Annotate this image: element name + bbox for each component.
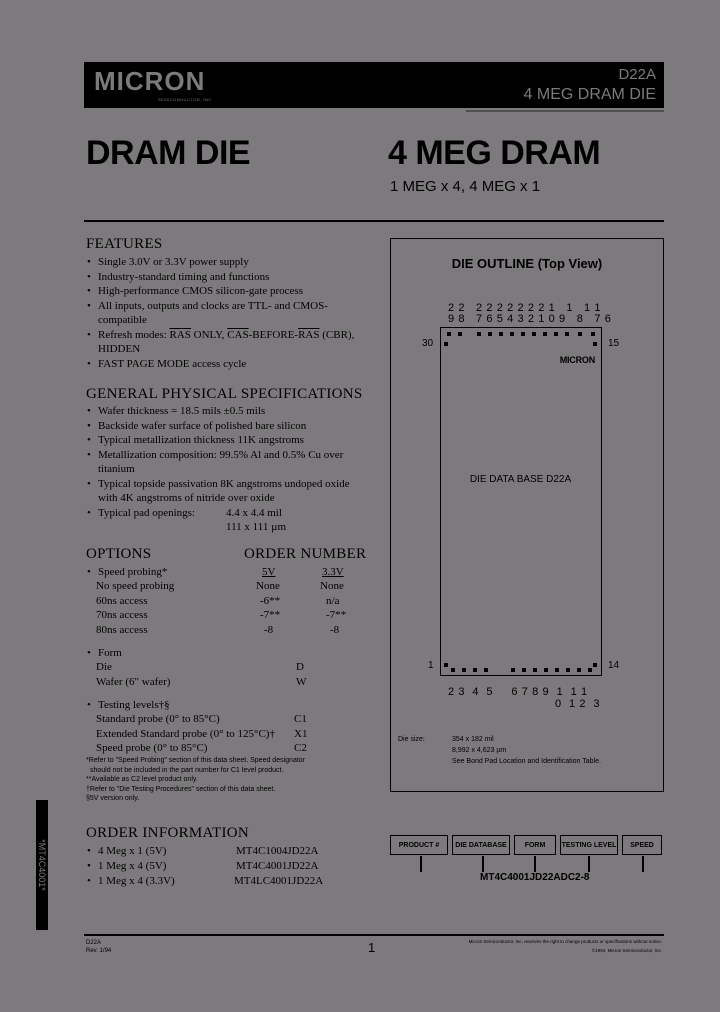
testing-label xyxy=(86,698,170,713)
bond-pad xyxy=(444,342,448,346)
pin-1-label: 1 xyxy=(428,660,434,671)
bond-pad xyxy=(593,342,597,346)
form-row-label: Die xyxy=(96,661,112,673)
form-label-text: Form xyxy=(98,647,122,659)
speed-label xyxy=(86,565,167,580)
pin-15-label: 15 xyxy=(608,338,620,349)
note-line: §5V version only. xyxy=(86,795,140,802)
specs-list xyxy=(86,404,362,533)
top-pad-numbers-2: 9 8 7 6 5 4 3 2 1 0 9 8 7 6 xyxy=(448,313,612,325)
spec-item: • Backside wafer surface of polished bare silicon xyxy=(86,419,362,434)
speed-row-33v: -7** xyxy=(326,609,347,621)
page-title-right: 4 MEG DRAM xyxy=(388,134,601,172)
refresh-ras: $\overline{RAS}$ xyxy=(298,328,320,341)
die-outline-heading: DIE OUTLINE (Top View) xyxy=(451,256,603,271)
die-size-um: 8,992 x 4,623 µm xyxy=(452,747,507,754)
part-box-product: PRODUCT # xyxy=(390,835,448,855)
form-row-code: W xyxy=(296,676,307,688)
feature-item: • All inputs, outputs and clocks are TTL- and CMOS-compatible xyxy=(86,299,356,328)
speed-row-label: 80ns access xyxy=(96,624,148,636)
spec-item: • Typical metallization thickness 11K angstroms xyxy=(86,433,362,448)
bond-pad xyxy=(447,332,451,336)
speed-row-5v: None xyxy=(256,580,280,592)
pad-label: Typical pad openings: xyxy=(98,506,195,519)
feature-item: • FAST PAGE MODE access cycle xyxy=(86,357,366,372)
order-row xyxy=(86,859,166,874)
specs-heading: GENERAL PHYSICAL SPECIFICATIONS xyxy=(86,386,363,402)
refresh-prefix: Refresh modes: xyxy=(98,328,170,341)
order-info-heading: ORDER INFORMATION xyxy=(86,825,250,841)
pad-mil: 4.4 x 4.4 mil xyxy=(226,506,282,519)
part-box-speed: SPEED xyxy=(622,835,662,855)
order-row-label: 4 Meg x 1 (5V) xyxy=(98,845,167,857)
bond-pad xyxy=(578,332,582,336)
refresh-cas: $\overline{CAS}$ xyxy=(227,328,249,341)
testing-row-label: Extended Standard probe (0° to 125°C)† xyxy=(96,728,275,740)
bond-pad xyxy=(499,332,503,336)
bond-pad xyxy=(533,668,537,672)
logo-tagline: SEMICONDUCTOR, INC. xyxy=(158,97,214,102)
title-rule xyxy=(84,220,664,222)
feature-item-refresh xyxy=(86,328,366,357)
bullet: • xyxy=(87,566,91,578)
speed-options xyxy=(86,565,366,645)
bullet: • xyxy=(87,647,91,659)
order-number-heading: ORDER NUMBER xyxy=(244,546,367,562)
order-info-list xyxy=(86,844,366,890)
bond-pad xyxy=(510,332,514,336)
page-number: 1 xyxy=(368,940,376,955)
part-box-form: FORM xyxy=(514,835,556,855)
form-row-code: D xyxy=(296,661,304,673)
speed-row-label: 60ns access xyxy=(96,595,148,607)
feature-item: • Industry-standard timing and functions xyxy=(86,270,366,285)
bond-pad xyxy=(565,332,569,336)
bond-pad xyxy=(554,332,558,336)
speed-row-33v: n/a xyxy=(326,595,340,607)
speed-row-5v: -7** xyxy=(260,609,281,621)
bond-pad xyxy=(451,668,455,672)
note-line: *Refer to "Speed Probing" section of this data sheet. Speed designator xyxy=(86,757,305,764)
page-title-left: DRAM DIE xyxy=(86,134,251,172)
bond-pad xyxy=(577,668,581,672)
note-line: †Refer to "Die Testing Procedures" section of this data sheet. xyxy=(86,785,276,793)
bottom-pad-numbers-2: 0 1 2 3 xyxy=(555,698,601,710)
connector-line xyxy=(482,856,484,872)
note-line: should not be included in the part number for C1 level product. xyxy=(90,766,284,774)
speed-row-label: No speed probing xyxy=(96,580,175,592)
bond-pad xyxy=(462,668,466,672)
connector-line xyxy=(534,856,536,872)
bond-pad xyxy=(532,332,536,336)
bullet: • xyxy=(87,875,91,887)
spec-item: • Metallization composition: 99.5% Al and 0.5% Cu over titanium xyxy=(86,448,362,477)
pin-30-label: 30 xyxy=(422,338,434,349)
options-heading: OPTIONS xyxy=(86,546,152,562)
bond-pad xyxy=(522,668,526,672)
spec-item: • Typical topside passivation 8K angstroms undoped oxide with 4K angstroms of nitride over oxide xyxy=(86,477,362,506)
pad-um: 111 x 111 µm xyxy=(226,521,287,533)
bond-pad xyxy=(444,663,448,667)
die-inner-logo: MICRON xyxy=(559,355,595,365)
header-title: 4 MEG DRAM DIE xyxy=(523,86,656,103)
bond-pad xyxy=(473,668,477,672)
footer-copyright: ©1994, Micron Semiconductor, Inc. xyxy=(591,948,662,953)
speed-row-33v: None xyxy=(320,580,344,592)
testing-row-code: C2 xyxy=(294,742,307,754)
testing-row-code: X1 xyxy=(294,728,308,740)
testing-row-code: C1 xyxy=(294,713,307,725)
header-underline xyxy=(466,110,664,112)
bond-pad xyxy=(484,668,488,672)
refresh-ras: $\overline{RAS}$ xyxy=(169,328,191,341)
features-heading: FEATURES xyxy=(86,236,163,252)
side-barcode-text: *MT4C4001* xyxy=(37,839,47,891)
testing-options xyxy=(86,698,366,758)
form-options xyxy=(86,646,366,692)
speed-row-5v: -6** xyxy=(260,595,281,607)
bond-pad xyxy=(566,668,570,672)
bond-pad xyxy=(555,668,559,672)
refresh-hidden: HIDDEN xyxy=(98,343,141,355)
note-line: **Available as C2 level product only. xyxy=(86,776,198,783)
bond-pad xyxy=(477,332,481,336)
die-size-label: Die size: xyxy=(398,736,425,743)
page-subtitle: 1 MEG x 4, 4 MEG x 1 xyxy=(390,178,541,195)
micron-logo: MICRON xyxy=(94,66,206,96)
bond-pad xyxy=(543,332,547,336)
order-row-part: MT4C4001JD22A xyxy=(236,860,319,872)
part-number-example: MT4C4001JD22ADC2-8 xyxy=(480,872,590,883)
features-list xyxy=(86,255,366,371)
bond-pad xyxy=(593,663,597,667)
connector-line xyxy=(420,856,422,872)
order-row xyxy=(86,874,175,889)
option-notes xyxy=(86,756,366,804)
bond-pad xyxy=(511,668,515,672)
feature-item: • Single 3.0V or 3.3V power supply xyxy=(86,255,366,270)
order-row-part: MT4C1004JD22A xyxy=(236,845,319,857)
bottom-pad-numbers-1: 2 3 4 5 6 7 8 9 1 1 1 xyxy=(448,686,588,698)
refresh-mid: -BEFORE- xyxy=(248,328,299,341)
testing-row-label: Standard probe (0° to 85°C) xyxy=(96,713,220,725)
bullet: • xyxy=(87,699,91,711)
speed-row-33v: -8 xyxy=(330,624,340,636)
footer-rule xyxy=(84,934,664,936)
part-box-testing-level: TESTING LEVEL xyxy=(560,835,618,855)
order-row-part: MT4LC4001JD22A xyxy=(234,875,324,887)
form-label xyxy=(86,646,122,661)
testing-row-label: Speed probe (0° to 85°C) xyxy=(96,742,208,754)
die-size-mil: 354 x 182 mil xyxy=(452,736,494,743)
bond-pad xyxy=(521,332,525,336)
bond-pad xyxy=(488,332,492,336)
spec-item: • Wafer thickness = 18.5 mils ±0.5 mils xyxy=(86,404,362,419)
col-33v: 3.3V xyxy=(322,566,344,578)
top-pad-numbers-1: 2 2 2 2 2 2 2 2 2 1 1 1 1 xyxy=(448,302,602,314)
speed-row-5v: -8 xyxy=(264,624,274,636)
bond-pad-note: See Bond Pad Location and Identification Table. xyxy=(452,758,601,765)
order-row xyxy=(86,844,166,859)
bullet: • xyxy=(87,845,91,857)
speed-label-text: Speed probing* xyxy=(98,566,168,578)
order-row-label: 1 Meg x 4 (5V) xyxy=(98,860,167,872)
connector-line xyxy=(588,856,590,872)
spec-item-pad xyxy=(86,506,362,533)
connector-line xyxy=(642,856,644,872)
footer-rev: Rev. 1/94 xyxy=(86,948,112,954)
bullet: • xyxy=(87,860,91,872)
refresh-mid: (CBR), xyxy=(319,328,355,341)
bond-pad xyxy=(458,332,462,336)
footer-disclaimer: Micron Semiconductor, Inc. reserves the right to change products or specifications without notice. xyxy=(468,939,662,944)
feature-item: • High-performance CMOS silicon-gate process xyxy=(86,284,366,299)
part-box-die-database: DIE DATABASE xyxy=(452,835,510,855)
footer-code: D22A xyxy=(86,940,102,946)
form-row-label: Wafer (6" wafer) xyxy=(96,676,171,688)
bond-pad xyxy=(591,332,595,336)
col-5v: 5V xyxy=(262,566,276,578)
pin-14-label: 14 xyxy=(608,660,620,671)
refresh-mid: ONLY, xyxy=(190,328,228,341)
speed-row-label: 70ns access xyxy=(96,609,148,621)
bond-pad xyxy=(544,668,548,672)
bond-pad xyxy=(588,668,592,672)
die-rectangle xyxy=(440,327,602,676)
order-row-label: 1 Meg x 4 (3.3V) xyxy=(98,875,175,887)
testing-label-text: Testing levels†§ xyxy=(98,699,170,711)
die-database-label: DIE DATA BASE D22A xyxy=(469,474,572,485)
header-code: D22A xyxy=(618,66,656,83)
